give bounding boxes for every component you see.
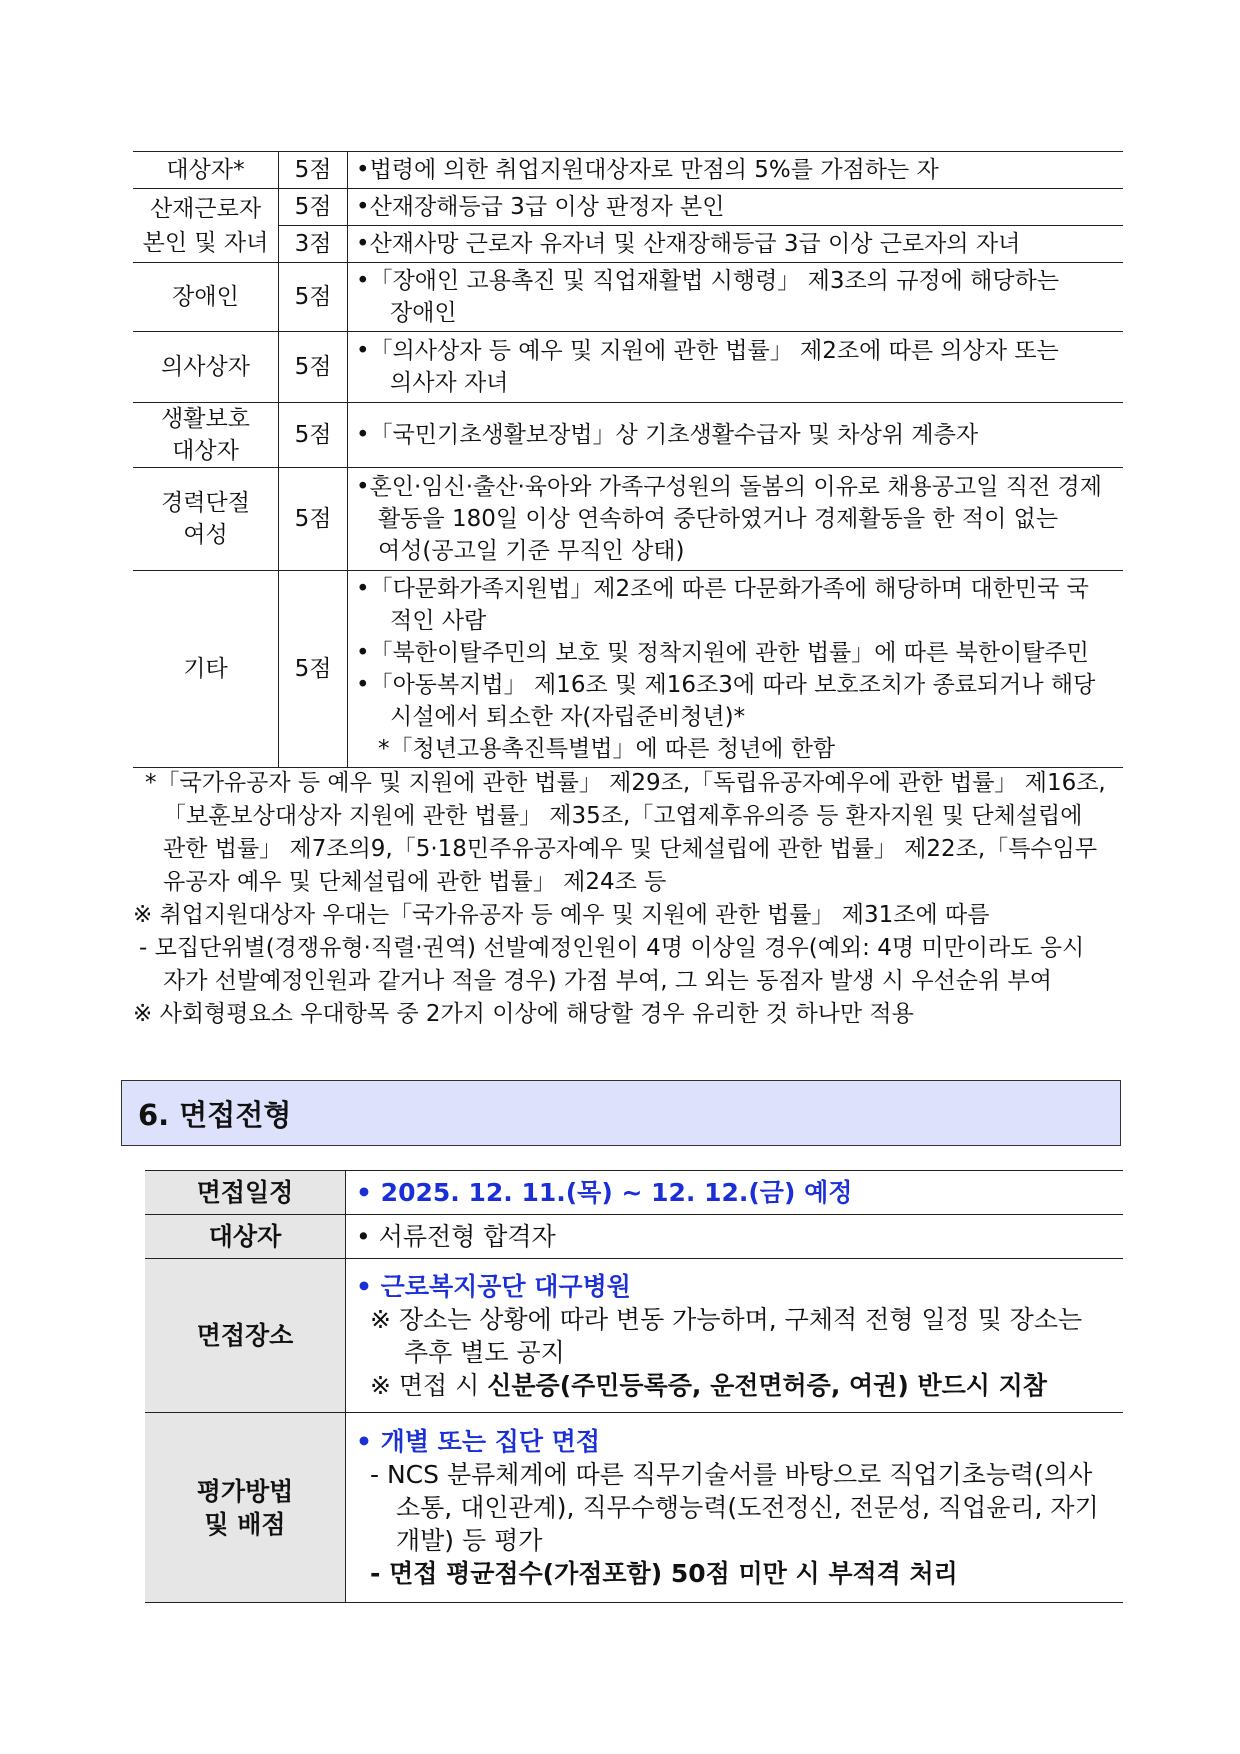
points-cell: 5점 [279,571,348,768]
bonus-points-table [133,151,1123,768]
table-row [133,571,1123,768]
table-row [145,1215,1123,1259]
table-row [133,152,1123,189]
footnote-line: 「보훈보상대상자 지원에 관한 법률」 제35조,「고엽제후유의증 등 환자지원 및 단체설립에 [163,803,1083,829]
method-value: • 개별 또는 집단 면접 - NCS 분류체계에 따른 직무기술서를 바탕으로 직업기초능력(의사 소통, 대인관계), 직무수행능력(도전정신, 전문성, 직업윤리, 자기 개발) 등 평가 - 면접 평균점수(가점포함) 50점 미만 시 부적격 처리 [346,1413,1124,1603]
place-label: 면접장소 [145,1259,346,1413]
table-row [133,226,1123,263]
table-row [133,468,1123,571]
category-cell: 대상자* [133,152,279,189]
footnote-line: 관한 법률」 제7조의9,「5·18민주유공자예우 및 단체설립에 관한 법률」 제22조,「특수임무 [163,836,1098,862]
points-cell: 5점 [279,152,348,189]
footnote-line: 유공자 예우 및 단체설립에 관한 법률」 제24조 등 [163,869,667,895]
points-cell: 5점 [279,189,348,226]
category-cell: 경력단절 여성 [133,468,279,571]
table-row [133,189,1123,226]
description-cell: •법령에 의한 취업지원대상자로 만점의 5%를 가점하는 자 [348,152,1124,189]
points-cell: 5점 [279,263,348,332]
section-heading [121,1080,1121,1146]
footnote-line: *「국가유공자 등 예우 및 지원에 관한 법률」 제29조,「독립유공자예우에 관한 법률」 제16조, [145,770,1106,796]
category-cell: 산재근로자 본인 및 자녀 [133,189,279,263]
schedule-label: 면접일정 [145,1171,346,1215]
table-row [133,263,1123,332]
description-cell: •산재장해등급 3급 이상 판정자 본인 [348,189,1124,226]
schedule-value: • 2025. 12. 11.(목) ~ 12. 12.(금) 예정 [346,1171,1124,1215]
place-value: • 근로복지공단 대구병원 ※ 장소는 상황에 따라 변동 가능하며, 구체적 전형 일정 및 장소는 추후 별도 공지 ※ 면접 시 신분증(주민등록증, 운전면허증, 여권) 반드시 지참 [346,1259,1124,1413]
description-cell: •「국민기초생활보장법」상 기초생활수급자 및 차상위 계층자 [348,403,1124,468]
note-line: - 모집단위별(경쟁유형·직렬·권역) 선발예정인원이 4명 이상일 경우(예외: 4명 미만이라도 응시 [139,935,1085,961]
table-row [145,1413,1123,1603]
note-line: ※ 취업지원대상자 우대는「국가유공자 등 예우 및 지원에 관한 법률」 제31조에 따름 [133,902,990,928]
description-cell: •혼인·임신·출산·육아와 가족구성원의 돌봄의 이유로 채용공고일 직전 경제 활동을 180일 이상 연속하여 중단하였거나 경제활동을 한 적이 없는 여성(공고일 기준 무직인 상태) [348,468,1124,571]
note-line: ※ 사회형평요소 우대항목 중 2가지 이상에 해당할 경우 유리한 것 하나만 적용 [133,1001,914,1027]
category-cell: 기타 [133,571,279,768]
description-cell: •「장애인 고용촉진 및 직업재활법 시행령」 제3조의 규정에 해당하는 장애인 [348,263,1124,332]
section-title: 6. 면접전형 [138,1097,292,1132]
points-cell: 3점 [279,226,348,263]
points-cell: 5점 [279,403,348,468]
table-row [145,1171,1123,1215]
table-row [133,403,1123,468]
points-cell: 5점 [279,332,348,403]
target-label: 대상자 [145,1215,346,1259]
target-value: • 서류전형 합격자 [346,1215,1124,1259]
description-cell: •산재사망 근로자 유자녀 및 산재장해등급 3급 이상 근로자의 자녀 [348,226,1124,263]
description-cell: •「다문화가족지원법」제2조에 따른 다문화가족에 해당하며 대한민국 국 적인 사람 •「북한이탈주민의 보호 및 정착지원에 관한 법률」에 따른 북한이탈주민 •「아동복지법」 제16조 및 제16조3에 따라 보호조치가 종료되거나 해당 시설에서 퇴소한 자(자립준비청년)* *「청년고용촉진특별법」에 따른 청년에 한함 [348,571,1124,768]
note-line: 자가 선발예정인원과 같거나 적을 경우) 가점 부여, 그 외는 동점자 발생 시 우선순위 부여 [163,968,1052,994]
interview-table [145,1170,1123,1603]
points-cell: 5점 [279,468,348,571]
method-label: 평가방법 및 배점 [145,1413,346,1603]
category-cell: 생활보호 대상자 [133,403,279,468]
category-cell: 의사상자 [133,332,279,403]
description-cell: •「의사상자 등 예우 및 지원에 관한 법률」 제2조에 따른 의상자 또는 의사자 자녀 [348,332,1124,403]
footnotes [133,767,1133,1031]
table-row [133,332,1123,403]
category-cell: 장애인 [133,263,279,332]
table-row [145,1259,1123,1413]
